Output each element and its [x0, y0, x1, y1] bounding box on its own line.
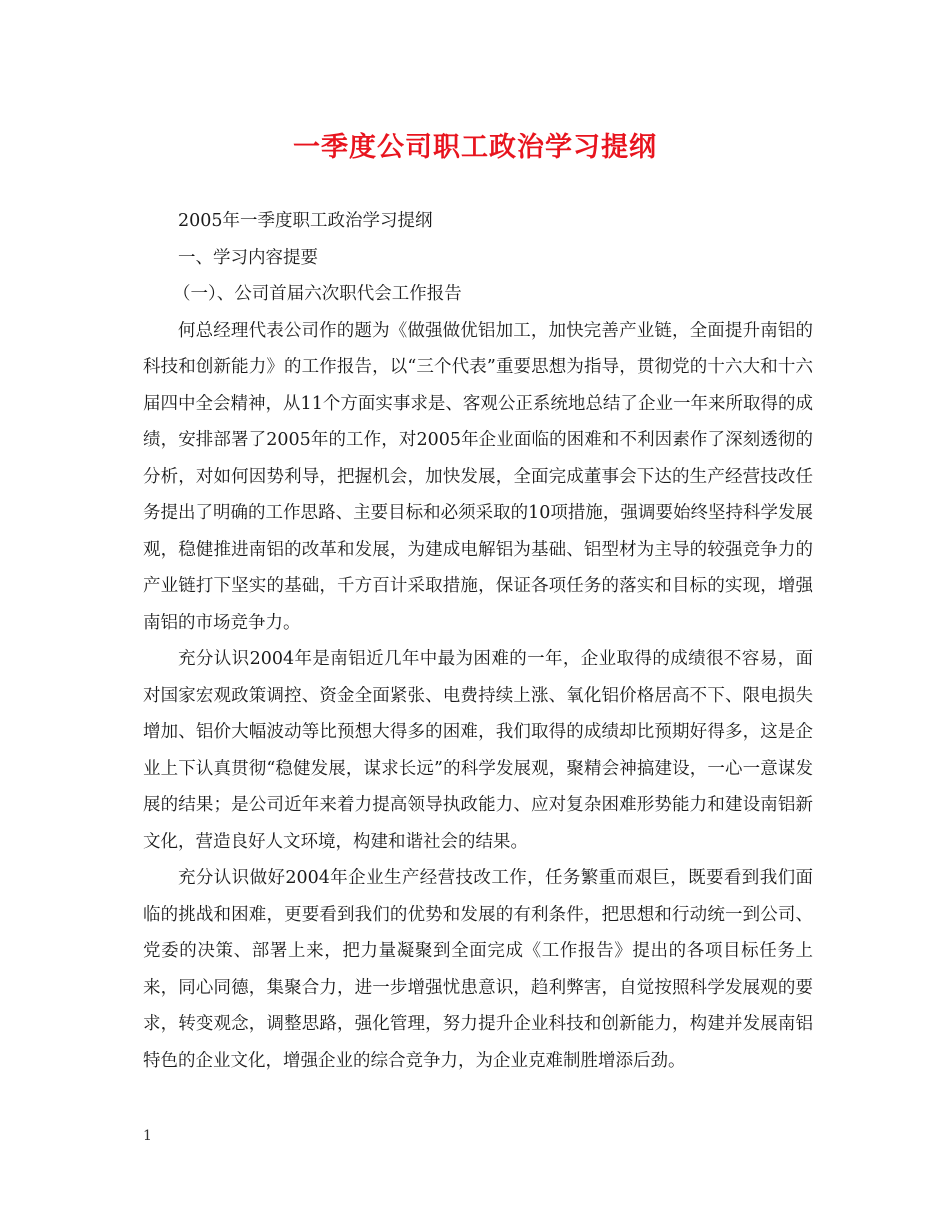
- paragraph: 充分认识2004年是南铝近几年中最为困难的一年，企业取得的成绩很不容易，面对国家宏观政策调控、资金全面紧张、电费持续上涨、氧化铝价格居高不下、限电损失增加、铝价大幅波动等比预想大得多的困难，我们取得的成绩却比预期好得多，这是企业上下认真贯彻“稳健发展，谋求长远”的科学发展观，聚精会神搞建设，一心一意谋发展的结果；是公司近年来着力提高领导执政能力、应对复杂困难形势能力和建设南铝新文化，营造良好人文环境，构建和谐社会的结果。: [143, 649, 813, 852]
- document-title: 一季度公司职工政治学习提纲: [293, 132, 657, 163]
- heading-year: 2005年一季度职工政治学习提纲: [178, 211, 433, 231]
- section-heading: 一、学习内容提要: [178, 247, 318, 268]
- document-body: [143, 203, 813, 1079]
- paragraph: 何总经理代表公司作的题为《做强做优铝加工，加快完善产业链，全面提升南铝的科技和创新能力》的工作报告，以“三个代表”重要思想为指导，贯彻党的十六大和十六届四中全会精神，从11个方面实事求是、客观公正系统地总结了企业一年来所取得的成绩，安排部署了2005年的工作，对2005年企业面临的困难和不利因素作了深刻透彻的分析，对如何因势利导，把握机会，加快发展，全面完成董事会下达的生产经营技改任务提出了明确的工作思路、主要目标和必须采取的10项措施，强调要始终坚持科学发展观，稳健推进南铝的改革和发展，为建成电解铝为基础、铝型材为主导的较强竞争力的产业链打下坚实的基础，千方百计采取措施，保证各项任务的落实和目标的实现，增强南铝的市场竞争力。: [143, 320, 813, 633]
- paragraph: 充分认识做好2004年企业生产经营技改工作，任务繁重而艰巨，既要看到我们面临的挑战和困难，更要看到我们的优势和发展的有利条件，把思想和行动统一到公司、党委的决策、部署上来，把力量凝聚到全面完成《工作报告》提出的各项目标任务上来，同心同德，集聚合力，进一步增强忧患意识，趋利弊害，自觉按照科学发展观的要求，转变观念，调整思路，强化管理，努力提升企业科技和创新能力，构建并发展南铝特色的企业文化，增强企业的综合竞争力，为企业克难制胜增添后劲。: [143, 868, 813, 1071]
- subsection-heading: （一）、公司首届六次职代会工作报告: [173, 284, 462, 304]
- page-number: 1: [143, 1128, 152, 1144]
